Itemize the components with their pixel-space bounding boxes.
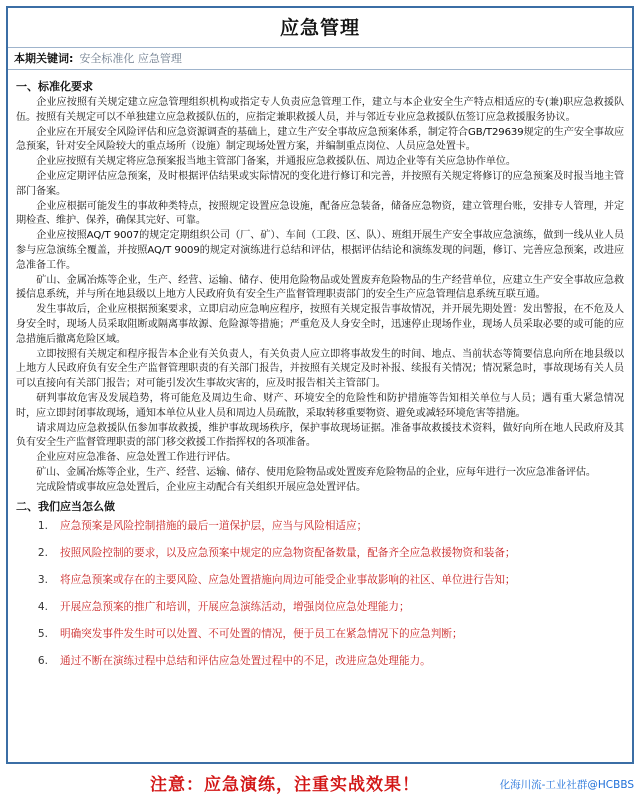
paragraph: 完成险情或事故应急处置后，企业应主动配合有关组织开展应急处置评估。 xyxy=(36,481,366,493)
section-heading-standard: 一、标准化要求 xyxy=(16,80,93,93)
action-item xyxy=(16,600,624,615)
action-number: 4. xyxy=(37,600,48,613)
paragraph: 请求周边应急救援队伍参加事故救援，维护事故现场秩序，保护事故现场证据。准备事故救援技术资料，做好向所在地人民政府及其负有安全生产监督管理职责的部门移交救援工作指挥权的各项准备。 xyxy=(16,422,624,449)
action-number: 3. xyxy=(37,573,48,586)
action-text: 通过不断在演练过程中总结和评估应急处置过程中的不足，改进应急处理能力。 xyxy=(60,654,431,667)
action-item xyxy=(16,573,624,588)
page-title: 应急管理 xyxy=(8,8,632,48)
keywords-label: 本期关键词: xyxy=(14,52,74,65)
paragraph: 立即按照有关规定和程序报告本企业有关负责人，有关负责人应立即将事故发生的时间、地点、当前状态等简要信息向所在地县级以上地方人民政府负有安全生产监督管理职责的有关部门报告，并按照有关规定及时补报、续报有关情况；情况紧急时，事故现场有关人员可以直接向有关部门报告；对可能引发次生事故灾害的，应及时报告相关主管部门。 xyxy=(16,348,624,390)
paragraph: 企业应在开展安全风险评估和应急资源调查的基础上，建立生产安全事故应急预案体系，制定符合GB/T29639规定的生产安全事故应急预案，针对安全风险较大的重点场所（设施）制定现场处置方案，并编制重点岗位、人员应急处置卡。 xyxy=(16,126,624,153)
document-content xyxy=(8,70,632,669)
watermark: 化海川流-工业社群@HCBBS xyxy=(499,779,634,791)
action-item xyxy=(16,654,624,669)
action-item xyxy=(16,519,624,534)
safety-slogan: 注意：应急演练，注重实战效果！ xyxy=(150,775,420,795)
paragraph: 研判事故危害及发展趋势，将可能危及周边生命、财产、环境安全的危险性和防护措施等告知相关单位与人员；遇有重大紧急情况时，应立即封闭事故现场，通知本单位从业人员和周边人员疏散，采取转移重要物资、避免或减轻环境危害等措施。 xyxy=(16,392,624,419)
action-number: 5. xyxy=(37,627,48,640)
paragraph: 矿山、金属冶炼等企业，生产、经营、运输、储存、使用危险物品或处置废弃危险物品的生产经营单位，应建立生产安全事故应急救援信息系统，并与所在地县级以上地方人民政府负有安全生产监督管理职责部门的安全生产应急管理信息系统互联互通。 xyxy=(16,274,624,301)
action-number: 1. xyxy=(37,519,48,532)
action-text: 开展应急预案的推广和培训，开展应急演练活动，增强岗位应急处理能力； xyxy=(60,600,410,613)
action-number: 6. xyxy=(37,654,48,667)
footer xyxy=(0,766,640,800)
section-heading-actions: 二、我们应当怎么做 xyxy=(16,499,115,513)
paragraph: 企业应按照AQ/T 9007的规定定期组织公司（厂、矿）、车间（工段、区、队）、班组开展生产安全事故应急演练，做到一线从业人员参与应急演练全覆盖，并按照AQ/T 9009的规定对演练进行总结和评估，根据评估结论和演练发现的问题，修订、完善应急预案，改进应急准备工作。 xyxy=(16,230,624,271)
keywords-value: 安全标准化 应急管理 xyxy=(79,52,182,65)
paragraph: 企业应按照有关规定将应急预案报当地主管部门备案，并通报应急救援队伍、周边企业等有关应急协作单位。 xyxy=(36,156,516,168)
action-text: 明确突发事件发生时可以处置、不可处置的情况，便于员工在紧急情况下的应急判断； xyxy=(60,627,463,640)
paragraph: 企业应按照有关规定建立应急管理组织机构或指定专人负责应急管理工作，建立与本企业安全生产特点相适应的专(兼)职应急救援队伍。按照有关规定可以不单独建立应急救援队伍的，应指定兼职救援人员，并与邻近专业应急救援队伍签订应急救援服务协议。 xyxy=(16,97,624,123)
action-list xyxy=(16,519,624,669)
action-number: 2. xyxy=(37,546,48,559)
action-item xyxy=(16,546,624,561)
action-text: 将应急预案或存在的主要风险、应急处置措施向周边可能受企业事故影响的社区、单位进行告知； xyxy=(60,573,516,586)
action-text: 应急预案是风险控制措施的最后一道保护层，应当与风险相适应； xyxy=(60,519,368,532)
paragraph: 企业应对应急准备、应急处置工作进行评估。 xyxy=(36,452,237,464)
document-sheet xyxy=(6,6,634,764)
paragraph: 矿山、金属冶炼等企业，生产、经营、运输、储存、使用危险物品或处置废弃危险物品的企业，应每年进行一次应急准备评估。 xyxy=(36,466,596,478)
action-item xyxy=(16,627,624,642)
paragraph: 发生事故后，企业应根据预案要求，立即启动应急响应程序，按照有关规定报告事故情况，并开展先期处置：发出警报，在不危及人身安全时，现场人员采取阻断或隔离事故源、危险源等措施；严重危及人身安全时，迅速停止现场作业，现场人员采取必要的或可能的应急措施后撤离危险区域。 xyxy=(16,304,624,345)
paragraph: 企业应定期评估应急预案，及时根据评估结果或实际情况的变化进行修订和完善，并按照有关规定将修订的应急预案及时报当地主管部门备案。 xyxy=(16,170,624,197)
keywords-bar xyxy=(8,48,632,70)
action-text: 按照风险控制的要求，以及应急预案中规定的应急物资配备数量，配备齐全应急救援物资和装备； xyxy=(60,546,516,559)
paragraph: 企业应根据可能发生的事故种类特点，按照规定设置应急设施，配备应急装备，储备应急物资，建立管理台账，安排专人管理，并定期检查、维护、保养，确保其完好、可靠。 xyxy=(16,200,624,227)
